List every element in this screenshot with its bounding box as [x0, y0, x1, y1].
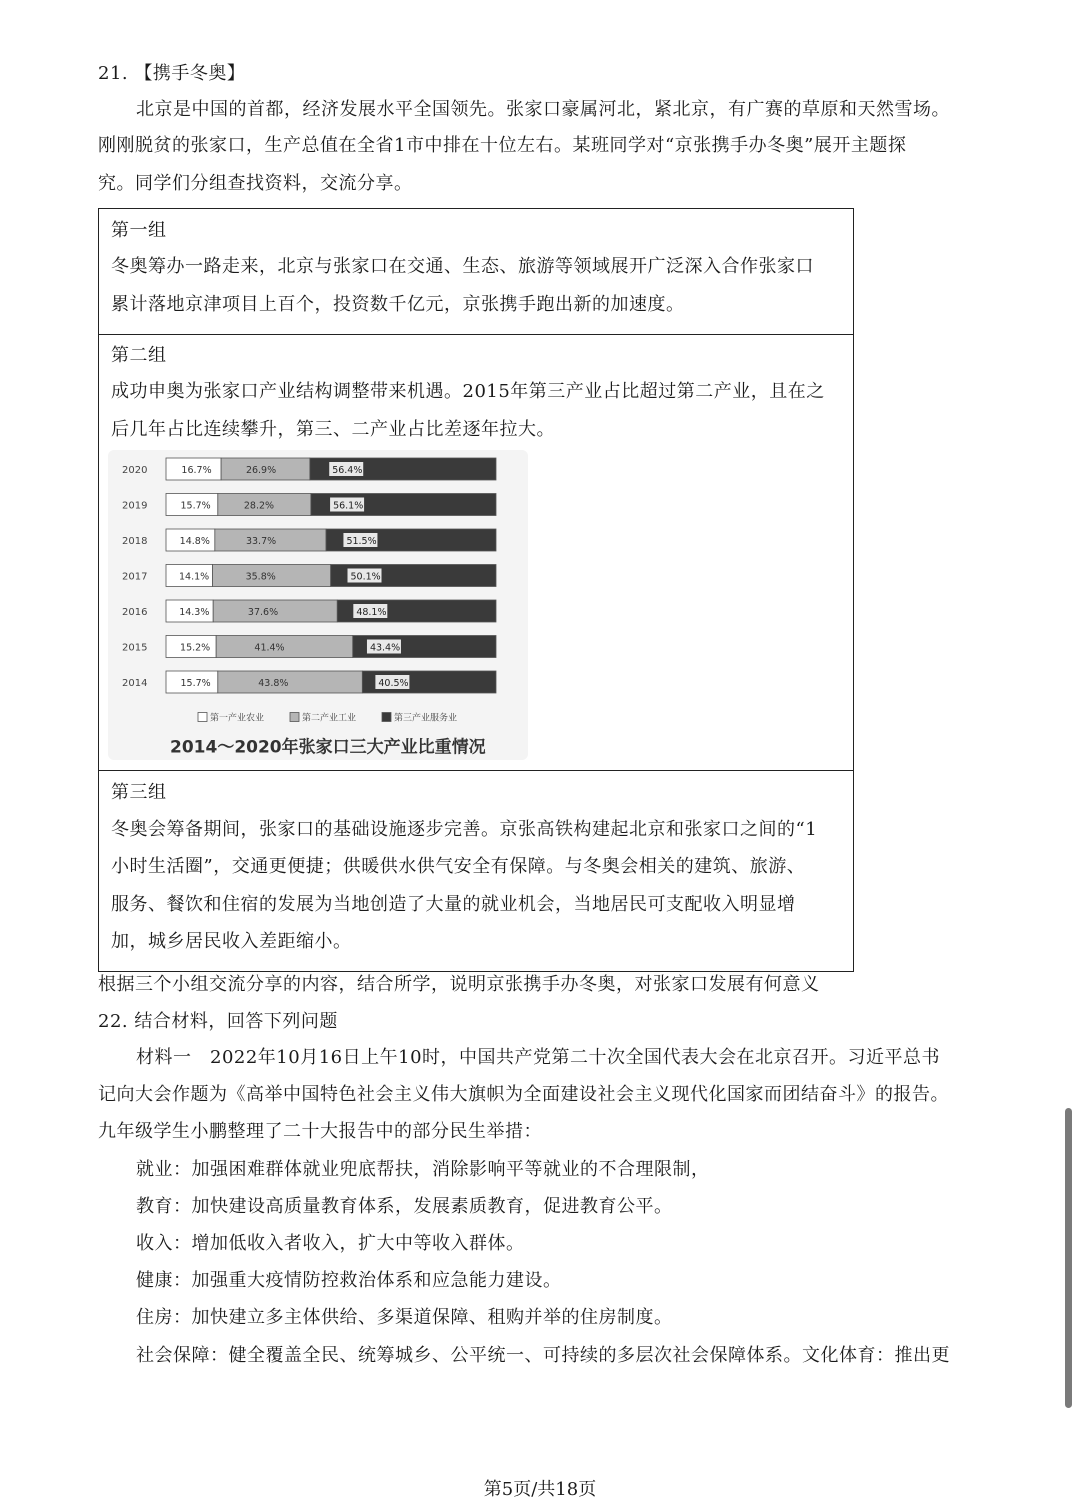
chart-year-label: 2018	[122, 536, 148, 547]
group3-line-1: 冬奥会筹备期间，张家口的基础设施逐步完善。京张高铁构建起北京和张家口之间的“1	[111, 819, 818, 840]
chart-data-label: 35.8%	[245, 571, 276, 583]
chart-year-label: 2014	[122, 678, 148, 689]
box-divider	[99, 334, 853, 335]
q22-item-social-security: 社会保障：健全覆盖全民、统筹城乡、公平统一、可持续的多层次社会保障体系。文化体育：推出更	[136, 1345, 950, 1366]
group1-label: 第一组	[111, 220, 167, 241]
chart-year-label: 2017	[122, 571, 148, 583]
chart-data-label: 15.7%	[180, 678, 211, 689]
q22-material-line-3: 九年级学生小鹏整理了二十大报告中的部分民生举措：	[98, 1121, 542, 1142]
q21-intro-line-3: 究。同学们分组查找资料，交流分享。	[98, 173, 413, 194]
chart-data-label: 14.8%	[179, 536, 210, 547]
q22-material-line-1: 材料一 2022年10月16日上午10时，中国共产党第二十次全国代表大会在北京召开。习近平总书	[136, 1047, 941, 1068]
chart-data-label: 26.9%	[245, 465, 277, 476]
chart-legend-swatch	[198, 713, 207, 722]
chart-data-label: 43.8%	[258, 678, 289, 689]
group1-line-2: 累计落地京津项目上百个，投资数千亿元，京张携手跑出新的加速度。	[111, 294, 685, 315]
chart-data-label: 15.2%	[180, 642, 211, 654]
chart-data-label: 48.1%	[356, 607, 387, 618]
group3-line-2: 小时生活圈”，交通更便捷；供暖供水供气安全有保障。与冬奥会相关的建筑、旅游、	[111, 856, 806, 877]
q22-title: 22. 结合材料，回答下列问题	[98, 1011, 338, 1032]
chart-data-label: 41.4%	[254, 642, 285, 654]
group1-line-1: 冬奥筹办一路走来，北京与张家口在交通、生态、旅游等领域展开广泛深入合作张家口	[111, 256, 814, 277]
q22-item-income: 收入：增加低收入者收入，扩大中等收入群体。	[136, 1233, 525, 1254]
group3-line-3: 服务、餐饮和住宿的发展为当地创造了大量的就业机会，当地居民可支配收入明显增	[111, 894, 796, 915]
chart-legend-label: 第二产业工业	[302, 713, 357, 724]
chart-legend-label: 第一产业农业	[210, 713, 265, 724]
chart-data-label: 40.5%	[378, 678, 409, 689]
group3-label: 第三组	[111, 782, 167, 803]
chart-legend-label: 第三产业服务业	[394, 713, 458, 724]
chart-data-label: 56.4%	[332, 465, 363, 476]
chart-data-label: 33.7%	[245, 536, 277, 547]
q22-item-education: 教育：加快建设高质量教育体系，发展素质教育，促进教育公平。	[136, 1196, 673, 1217]
chart-data-label: 14.3%	[179, 607, 210, 618]
chart-year-label: 2016	[122, 607, 148, 618]
chart-legend-swatch	[290, 713, 299, 722]
page-footer: 第5页/共18页	[483, 1479, 597, 1500]
chart-data-label: 14.1%	[179, 571, 210, 583]
chart-year-label: 2015	[122, 642, 148, 654]
q21-intro-line-2: 刚刚脱贫的张家口，生产总值在全省1市中排在十位左右。某班同学对“京张携手办冬奥”展开主题探	[98, 135, 907, 156]
box-divider	[99, 770, 853, 771]
chart-data-label: 56.1%	[333, 500, 364, 512]
chart-data-label: 16.7%	[181, 465, 212, 476]
chart-data-label: 37.6%	[247, 607, 279, 618]
q22-item-health: 健康：加强重大疫情防控救治体系和应急能力建设。	[136, 1270, 562, 1291]
chart-data-label: 28.2%	[243, 500, 275, 512]
chart-data-label: 51.5%	[346, 536, 377, 547]
chart-data-label: 43.4%	[369, 642, 401, 654]
q22-item-housing: 住房：加快建立多主体供给、多渠道保障、租购并举的住房制度。	[136, 1307, 673, 1328]
q21-title: 21. 【携手冬奥】	[98, 63, 246, 84]
chart-year-label: 2020	[122, 465, 148, 476]
chart-year-label: 2019	[122, 500, 148, 512]
group2-line-1: 成功申奥为张家口产业结构调整带来机遇。2015年第三产业占比超过第二产业，且在之	[111, 381, 825, 402]
chart-data-label: 50.1%	[350, 571, 381, 583]
industry-chart-svg	[108, 450, 528, 760]
chart-title: 2014～2020年张家口三大产业比重情况	[170, 737, 486, 758]
q21-question: 根据三个小组交流分享的内容，结合所学，说明京张携手办冬奥，对张家口发展有何意义	[98, 974, 820, 995]
group2-label: 第二组	[111, 345, 167, 366]
q22-material-line-2: 记向大会作题为《高举中国特色社会主义伟大旗帜为全面建设社会主义现代化国家而团结奋斗》的报告。	[98, 1084, 949, 1105]
chart-bar-segment	[218, 671, 363, 693]
scrollbar-thumb[interactable]	[1065, 1108, 1072, 1408]
q21-intro-line-1: 北京是中国的首都，经济发展水平全国领先。张家口豪属河北，紧北京，有广赛的草原和天然雪场。	[136, 99, 950, 120]
industry-chart	[108, 450, 528, 760]
q22-item-employment: 就业：加强困难群体就业兜底帮扶，消除影响平等就业的不合理限制，	[136, 1159, 710, 1180]
group2-line-2: 后几年占比连续攀升，第三、二产业占比差逐年拉大。	[111, 419, 555, 440]
group3-line-4: 加，城乡居民收入差距缩小。	[111, 931, 352, 952]
chart-data-label: 15.7%	[180, 500, 211, 512]
chart-legend-swatch	[382, 713, 391, 722]
